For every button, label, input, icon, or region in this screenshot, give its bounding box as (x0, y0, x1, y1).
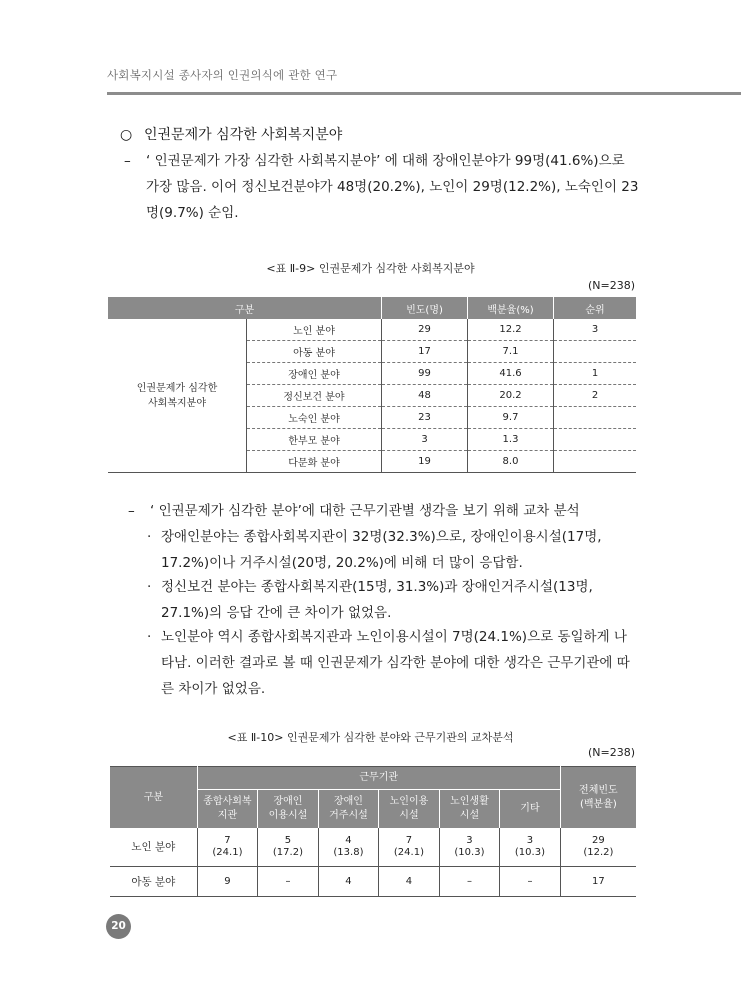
bullet-marker: · (147, 529, 152, 545)
paragraph-1 (124, 148, 639, 226)
table-2-total-header (560, 767, 636, 829)
data-cell: 9 (197, 867, 258, 897)
data-cell: 3 (10.3) (500, 828, 561, 867)
field-cell: 장애인 분야 (247, 363, 382, 385)
pct-cell: 1.3 (468, 429, 554, 451)
bullet-marker: · (147, 629, 152, 645)
page-number: 20 (106, 914, 131, 939)
bullet-text: 정신보건 분야는 종합사회복지관(15명, 31.3%)과 장애인거주시설(13명, 27.1%)의 응답 간에 큰 차이가 없었음. (161, 579, 593, 621)
field-cell: 다문화 분야 (247, 451, 382, 473)
column-header: 장애인 거주시설 (318, 790, 379, 829)
freq-cell: 19 (382, 451, 468, 473)
freq-cell: 17 (382, 341, 468, 363)
bullet-item (147, 624, 639, 702)
rank-cell: 2 (554, 385, 637, 407)
freq-cell: 99 (382, 363, 468, 385)
field-cell: 한부모 분야 (247, 429, 382, 451)
table-row (110, 828, 636, 867)
pct-cell: 20.2 (468, 385, 554, 407)
table-1-header: 빈도(명) (382, 297, 468, 319)
data-cell: 3 (10.3) (439, 828, 500, 867)
freq-cell: 48 (382, 385, 468, 407)
data-cell: 7 (24.1) (197, 828, 258, 867)
row-label: 노인 분야 (110, 828, 197, 867)
table-1-header: 백분율(%) (468, 297, 554, 319)
pct-cell: 8.0 (468, 451, 554, 473)
freq-cell: 23 (382, 407, 468, 429)
pct-cell: 12.2 (468, 319, 554, 341)
header-rule (107, 92, 741, 95)
running-header: 사회복지시설 종사자의 인권의식에 관한 연구 (107, 68, 338, 82)
paragraph-2 (128, 498, 640, 524)
data-cell: – (258, 867, 319, 897)
dash-marker: – (124, 153, 131, 169)
table-row (108, 319, 636, 341)
dash-marker: – (128, 503, 135, 519)
section-title-text: 인권문제가 심각한 사회복지분야 (144, 127, 343, 143)
column-header: 노인생활 시설 (439, 790, 500, 829)
freq-cell: 3 (382, 429, 468, 451)
column-header: 장애인 이용시설 (258, 790, 319, 829)
section-title (120, 124, 342, 144)
table-2-caption: <표 Ⅱ-10> 인권문제가 심각한 분야와 근무기관의 교차분석 (227, 731, 514, 744)
total-header-line: (백분율) (579, 798, 617, 810)
total-cell: 29 (12.2) (560, 828, 636, 867)
column-header: 노인이용 시설 (379, 790, 440, 829)
table-1-header: 순위 (554, 297, 637, 319)
pct-cell: 9.7 (468, 407, 554, 429)
field-cell: 노숙인 분야 (247, 407, 382, 429)
bullet-text: 장애인분야는 종합사회복지관이 32명(32.3%)으로, 장애인이용시설(17명, 17.2%)이나 거주시설(20명, 20.2%)에 비해 더 많이 응답함. (161, 529, 602, 571)
table-2-n: (N=238) (587, 746, 635, 759)
bullet-marker: · (147, 579, 152, 595)
data-cell: 4 (13.8) (318, 828, 379, 867)
table-1-n: (N=238) (587, 279, 635, 292)
rank-cell (554, 407, 637, 429)
table-2-group-header: 근무기관 (197, 767, 560, 790)
table-1-caption: <표 Ⅱ-9> 인권문제가 심각한 사회복지분야 (266, 262, 475, 275)
column-header: 기타 (500, 790, 561, 829)
table-2-corner: 구분 (110, 767, 197, 829)
pct-cell: 41.6 (468, 363, 554, 385)
table-row (110, 867, 636, 897)
table-1-header: 구분 (108, 297, 382, 319)
bullet-item (147, 574, 639, 626)
data-cell: – (439, 867, 500, 897)
table-1-group-label (108, 319, 247, 473)
data-cell: 7 (24.1) (379, 828, 440, 867)
data-cell: 4 (318, 867, 379, 897)
paragraph-1-text: ‘ 인권문제가 가장 심각한 사회복지분야’ 에 대해 장애인분야가 99명(41.6%)으로 가장 많음. 이어 정신보건분야가 48명(20.2%), 노인이 29명(12.2%), 노숙인이 23명(9.7%) 순임. (146, 153, 639, 221)
table-1-header-row (108, 297, 636, 319)
group-label-line: 사회복지분야 (148, 397, 206, 409)
table-1 (108, 297, 636, 473)
total-cell: 17 (560, 867, 636, 897)
data-cell: – (500, 867, 561, 897)
table-2-header-row (110, 767, 636, 790)
rank-cell: 3 (554, 319, 637, 341)
pct-cell: 7.1 (468, 341, 554, 363)
field-cell: 정신보건 분야 (247, 385, 382, 407)
bullet-item (147, 524, 639, 576)
paragraph-2-text: ‘ 인권문제가 심각한 분야’에 대한 근무기관별 생각을 보기 위해 교차 분석 (150, 503, 580, 519)
rank-cell (554, 341, 637, 363)
section-marker: ○ (120, 127, 133, 143)
table-2 (110, 766, 636, 897)
field-cell: 노인 분야 (247, 319, 382, 341)
column-header: 종합사회복 지관 (197, 790, 258, 829)
bullet-text: 노인분야 역시 종합사회복지관과 노인이용시설이 7명(24.1%)으로 동일하게 나타남. 이러한 결과로 볼 때 인권문제가 심각한 분야에 대한 생각은 근무기관에 따른 차이가 없었음. (161, 629, 630, 697)
rank-cell (554, 429, 637, 451)
rank-cell (554, 451, 637, 473)
data-cell: 5 (17.2) (258, 828, 319, 867)
field-cell: 아동 분야 (247, 341, 382, 363)
freq-cell: 29 (382, 319, 468, 341)
group-label-line: 인권문제가 심각한 (136, 382, 218, 394)
row-label: 아동 분야 (110, 867, 197, 897)
data-cell: 4 (379, 867, 440, 897)
total-header-line: 전체빈도 (579, 784, 618, 796)
rank-cell: 1 (554, 363, 637, 385)
